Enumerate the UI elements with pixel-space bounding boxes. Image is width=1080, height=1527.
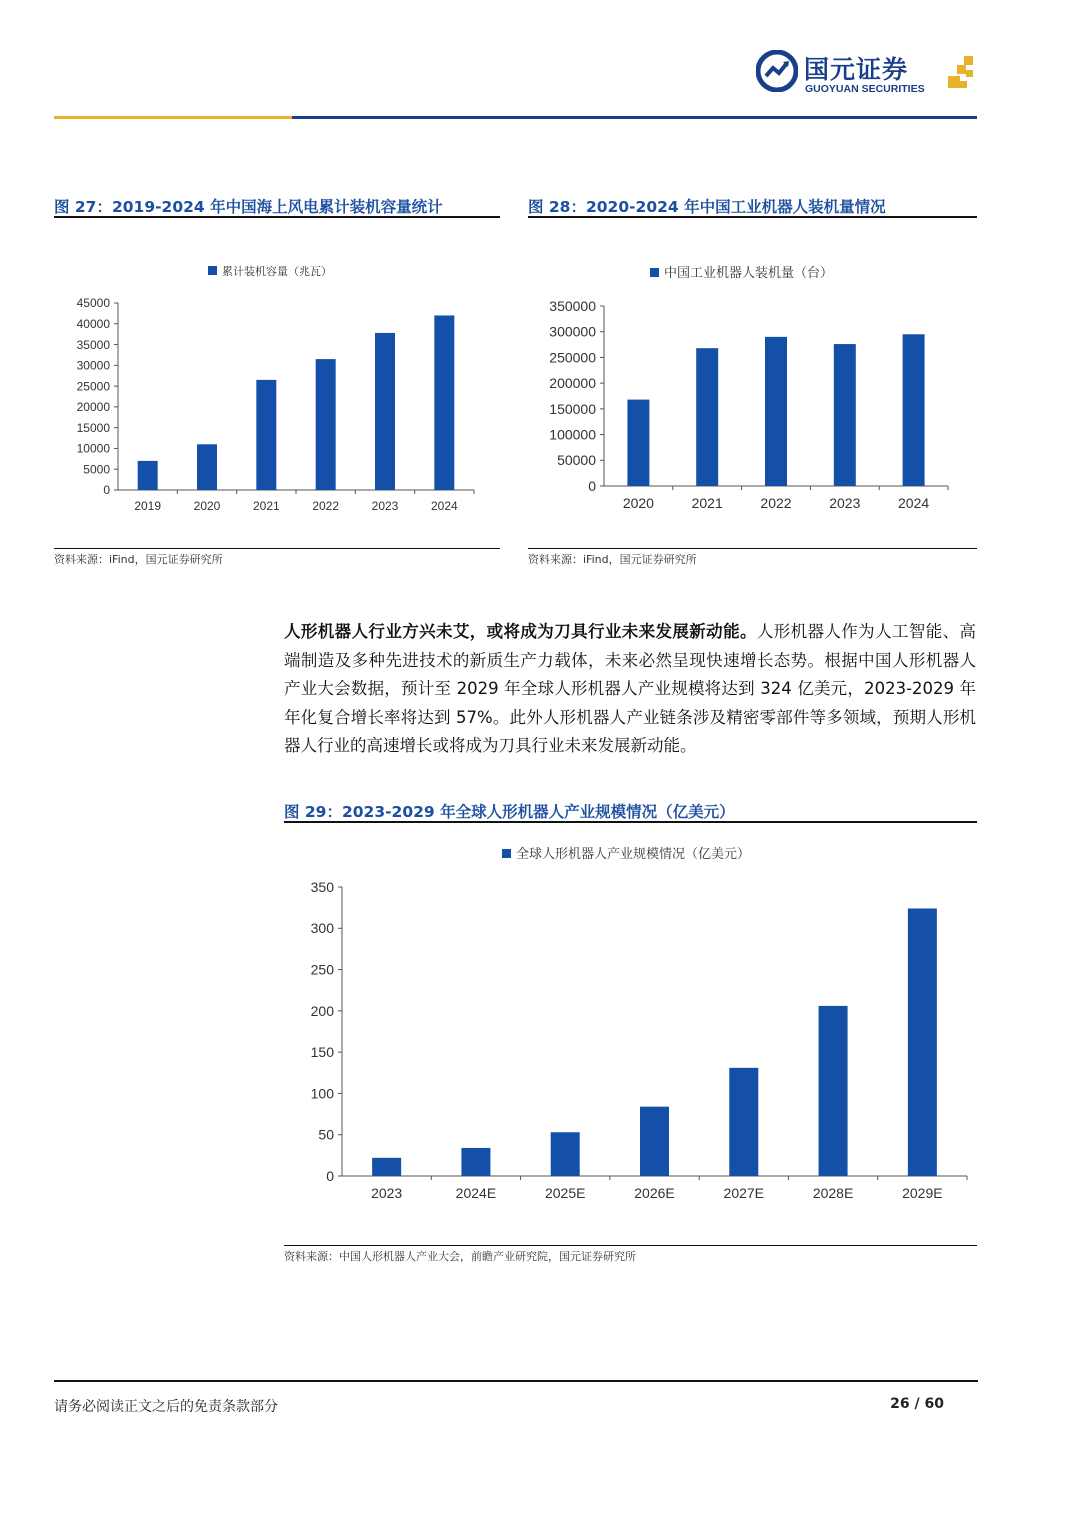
fig29-title: 图 29：2023-2029 年全球人形机器人产业规模情况（亿美元）	[284, 803, 735, 821]
bar-2025E	[551, 1132, 580, 1176]
y-tick-label: 20000	[76, 400, 110, 415]
footer-disclaimer: 请务必阅读正文之后的免责条款部分	[54, 1399, 278, 1415]
x-tick-label: 2024E	[455, 1185, 497, 1201]
legend-swatch	[208, 266, 217, 275]
bar-2029E	[908, 908, 937, 1176]
y-tick-label: 0	[588, 477, 596, 494]
y-tick-label: 200000	[549, 375, 596, 392]
body-text: 人形机器人作为人工智能、高端制造及多种先进技术的新质生产力载体，未来必然呈现快速增长态势。根据中国人形机器人产业大会数据，预计至 2029 年全球人形机器人产业规模将达到 324 亿美元，2023-2029 年年化复合增长率将达到 57%。此外人形机器人产业链条涉及精密零部件等多领域，预期人形机器人行业的高速增长或将成为刀具行业未来发展新动能。	[284, 622, 977, 756]
fig29-svg	[284, 826, 977, 1240]
fig27-title: 图 27：2019-2024 年中国海上风电累计装机容量统计	[54, 198, 443, 216]
bar-2024	[434, 315, 454, 490]
body-lead: 人形机器人行业方兴未艾，或将成为刀具行业未来发展新动能。	[284, 622, 757, 641]
x-tick-label: 2024	[430, 499, 458, 513]
x-tick-label: 2028E	[812, 1185, 854, 1201]
bar-2021	[696, 348, 718, 486]
legend-swatch	[650, 268, 659, 277]
bar-2024E	[461, 1148, 490, 1176]
fig27-top-rule	[54, 216, 500, 218]
fig29-bottom-rule	[284, 1245, 977, 1246]
y-tick-label: 30000	[76, 358, 110, 373]
y-tick-label: 250	[310, 961, 334, 978]
x-tick-label: 2021	[691, 495, 723, 511]
fig29-chart	[284, 826, 977, 1240]
legend-label: 中国工业机器人装机量（台）	[664, 265, 834, 280]
y-tick-label: 45000	[76, 296, 110, 311]
body-paragraph	[284, 618, 976, 761]
bar-2022	[765, 337, 787, 486]
brand-name-en: GUOYUAN SECURITIES	[805, 83, 925, 95]
bar-2022	[316, 359, 336, 490]
y-tick-label: 250000	[549, 349, 596, 366]
x-tick-label: 2027E	[723, 1185, 765, 1201]
y-tick-label: 25000	[76, 379, 110, 394]
y-tick-label: 150000	[549, 400, 596, 417]
y-tick-label: 0	[103, 483, 110, 498]
x-tick-label: 2023	[371, 499, 399, 513]
fig27-chart	[54, 220, 500, 545]
header-rule-blue	[292, 116, 977, 119]
x-tick-label: 2025E	[544, 1185, 586, 1201]
bar-2027E	[729, 1068, 758, 1176]
brand-name-cn: 国元证券	[804, 55, 909, 84]
fig27-svg	[54, 220, 500, 545]
bar-2028E	[819, 1006, 848, 1176]
fig29-top-rule	[284, 821, 977, 823]
x-tick-label: 2020	[193, 499, 221, 513]
brand-logo	[756, 48, 986, 104]
x-tick-label: 2024	[898, 495, 930, 511]
legend-swatch	[502, 849, 511, 858]
fig27-source: 资料来源：iFind，国元证券研究所	[54, 553, 223, 566]
fig28-title: 图 28：2020-2024 年中国工业机器人装机量情况	[528, 198, 886, 216]
x-tick-label: 2023	[371, 1185, 403, 1201]
x-tick-label: 2019	[134, 499, 162, 513]
header-rule-gold	[54, 116, 292, 119]
y-tick-label: 200	[310, 1002, 334, 1019]
bar-2021	[256, 380, 276, 490]
bar-2023	[375, 333, 395, 490]
bar-2023	[834, 344, 856, 486]
y-tick-label: 300	[310, 920, 334, 937]
brand-emblem-icon	[756, 50, 798, 92]
y-tick-label: 35000	[76, 337, 110, 352]
fig27-bottom-rule	[54, 548, 500, 549]
bar-2023	[372, 1158, 401, 1176]
x-tick-label: 2021	[252, 499, 280, 513]
y-tick-label: 50000	[557, 452, 596, 469]
y-tick-label: 300000	[549, 323, 596, 340]
bar-2024	[903, 334, 925, 486]
y-tick-label: 50	[318, 1126, 334, 1143]
fig28-svg	[528, 220, 977, 545]
y-tick-label: 350	[310, 878, 334, 895]
page-number: 26 / 60	[890, 1396, 944, 1412]
brand-mark-icon	[944, 54, 978, 94]
x-tick-label: 2023	[829, 495, 861, 511]
footer-rule	[54, 1380, 978, 1382]
x-tick-label: 2026E	[634, 1185, 675, 1201]
x-tick-label: 2022	[760, 495, 792, 511]
y-tick-label: 350000	[549, 297, 596, 314]
y-tick-label: 5000	[83, 462, 110, 477]
fig28-chart	[528, 220, 977, 545]
legend-label: 全球人形机器人产业规模情况（亿美元）	[516, 846, 751, 861]
fig28-top-rule	[528, 216, 977, 218]
y-tick-label: 10000	[76, 441, 110, 456]
bar-2026E	[640, 1107, 669, 1176]
bar-2020	[627, 400, 649, 486]
fig28-source: 资料来源：iFind，国元证券研究所	[528, 553, 697, 566]
bar-2020	[197, 444, 217, 490]
x-tick-label: 2022	[312, 499, 340, 513]
y-tick-label: 0	[326, 1167, 334, 1184]
legend-label: 累计装机容量（兆瓦）	[222, 266, 332, 278]
bar-2019	[138, 461, 158, 490]
y-tick-label: 100000	[549, 426, 596, 443]
y-tick-label: 40000	[76, 316, 110, 331]
y-tick-label: 15000	[76, 420, 110, 435]
y-tick-label: 100	[310, 1085, 334, 1102]
x-tick-label: 2020	[622, 495, 654, 511]
y-tick-label: 150	[310, 1044, 334, 1061]
fig28-bottom-rule	[528, 548, 977, 549]
fig29-source: 资料来源：中国人形机器人产业大会，前瞻产业研究院，国元证券研究所	[284, 1250, 636, 1263]
x-tick-label: 2029E	[902, 1185, 943, 1201]
